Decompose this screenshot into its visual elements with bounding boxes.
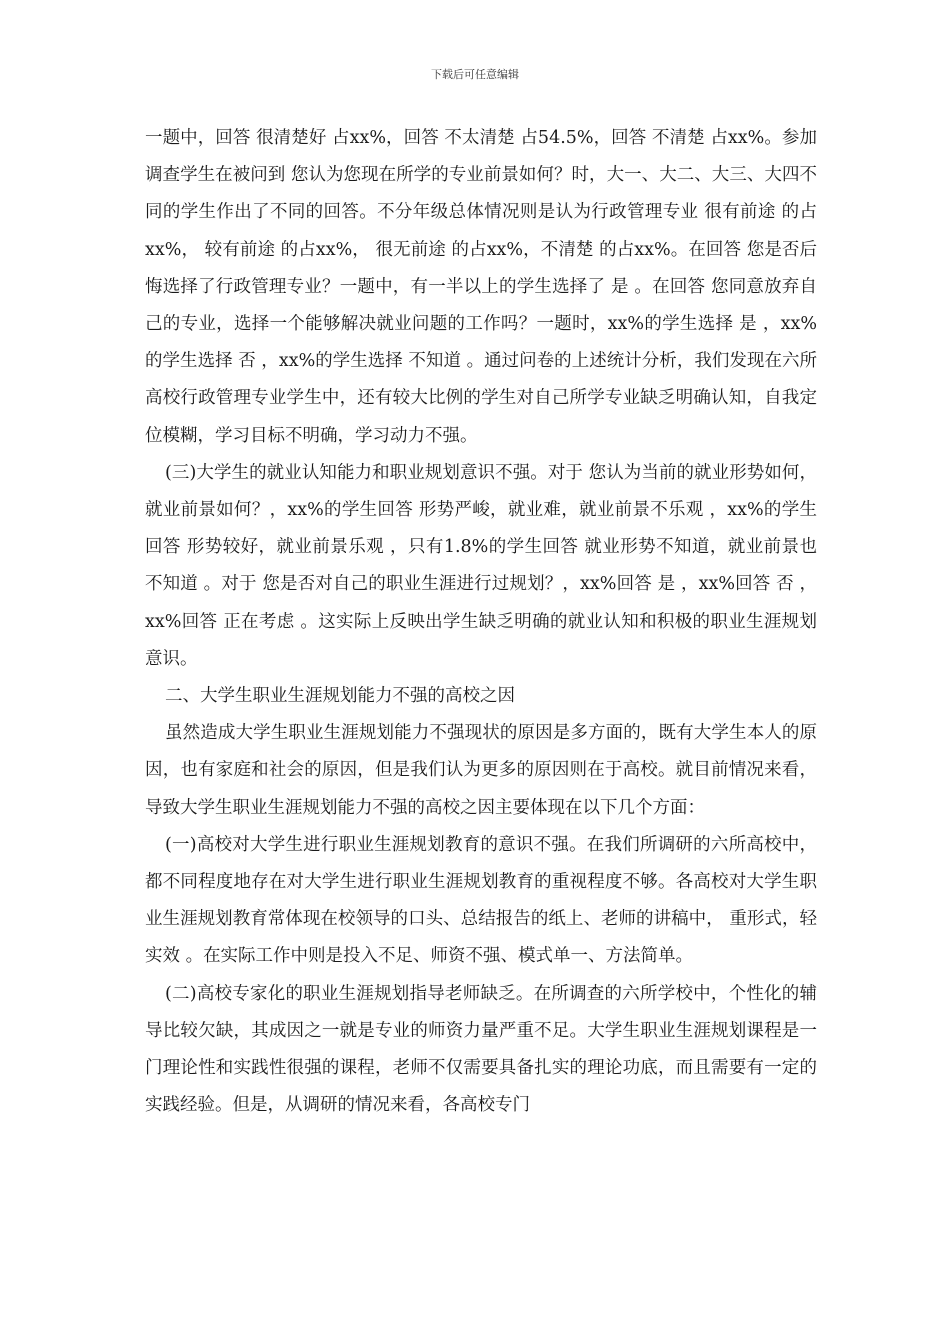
- document-body: [145, 120, 817, 1124]
- paragraph-cause-2: (二)高校专家化的职业生涯规划指导老师缺乏。在所调查的六所学校中，个性化的辅导比较欠缺，其成因之一就是专业的师资力量严重不足。大学生职业生涯规划课程是一门理论性和实践性很强的课程，老师不仅需要具备扎实的理论功底，而且需要有一定的实践经验。但是，从调研的情况来看，各高校专门: [145, 983, 817, 1116]
- page-header: 下载后可任意编辑: [431, 68, 519, 81]
- paragraph-causes-intro: 虽然造成大学生职业生涯规划能力不强现状的原因是多方面的，既有大学生本人的原因，也有家庭和社会的原因，但是我们认为更多的原因则在于高校。就目前情况来看，导致大学生职业生涯规划能力不强的高校之因主要体现在以下几个方面：: [145, 723, 817, 818]
- paragraph-cause-1: (一)高校对大学生进行职业生涯规划教育的意识不强。在我们所调研的六所高校中，都不同程度地存在对大学生进行职业生涯规划教育的重视程度不够。各高校对大学生职业生涯规划教育常体现在校领导的口头、总结报告的纸上、老师的讲稿中， 重形式，轻实效 。在实际工作中则是投入不足、师资不强、模式单一、方法简单。: [145, 834, 817, 967]
- paragraph-section-3: (三)大学生的就业认知能力和职业规划意识不强。对于 您认为当前的就业形势如何，就业前景如何？，xx%的学生回答 形势严峻，就业难，就业前景不乐观 ，xx%的学生回答 形势较好，就业前景乐观 ，只有1.8%的学生回答 就业形势不知道，就业前景也不知道 。对于 您是否对自己的职业生涯进行过规划？，xx%回答 是 ，xx%回答 否 ，xx%回答 正在考虑 。这实际上反映出学生缺乏明确的就业认知和积极的职业生涯规划意识。: [145, 462, 817, 669]
- paragraph-survey-results: 一题中，回答 很清楚好 占xx%，回答 不太清楚 占54.5%，回答 不清楚 占xx%。参加调查学生在被问到 您认为您现在所学的专业前景如何？时，大一、大二、大三、大四不同的学生作出了不同的回答。不分年级总体情况则是认为行政管理专业 很有前途 的占xx%， 较有前途 的占xx%， 很无前途 的占xx%，不清楚 的占xx%。在回答 您是否后悔选择了行政管理专业？一题中，有一半以上的学生选择了 是 。在回答 您同意放弃自己的专业，选择一个能够解决就业问题的工作吗？一题时，xx%的学生选择 是 ，xx%的学生选择 否 ，xx%的学生选择 不知道 。通过问卷的上述统计分析，我们发现在六所高校行政管理专业学生中，还有较大比例的学生对自己所学专业缺乏明确认知，自我定位模糊，学习目标不明确，学习动力不强。: [145, 128, 817, 446]
- section-heading-2: 二、大学生职业生涯规划能力不强的高校之因: [165, 686, 515, 707]
